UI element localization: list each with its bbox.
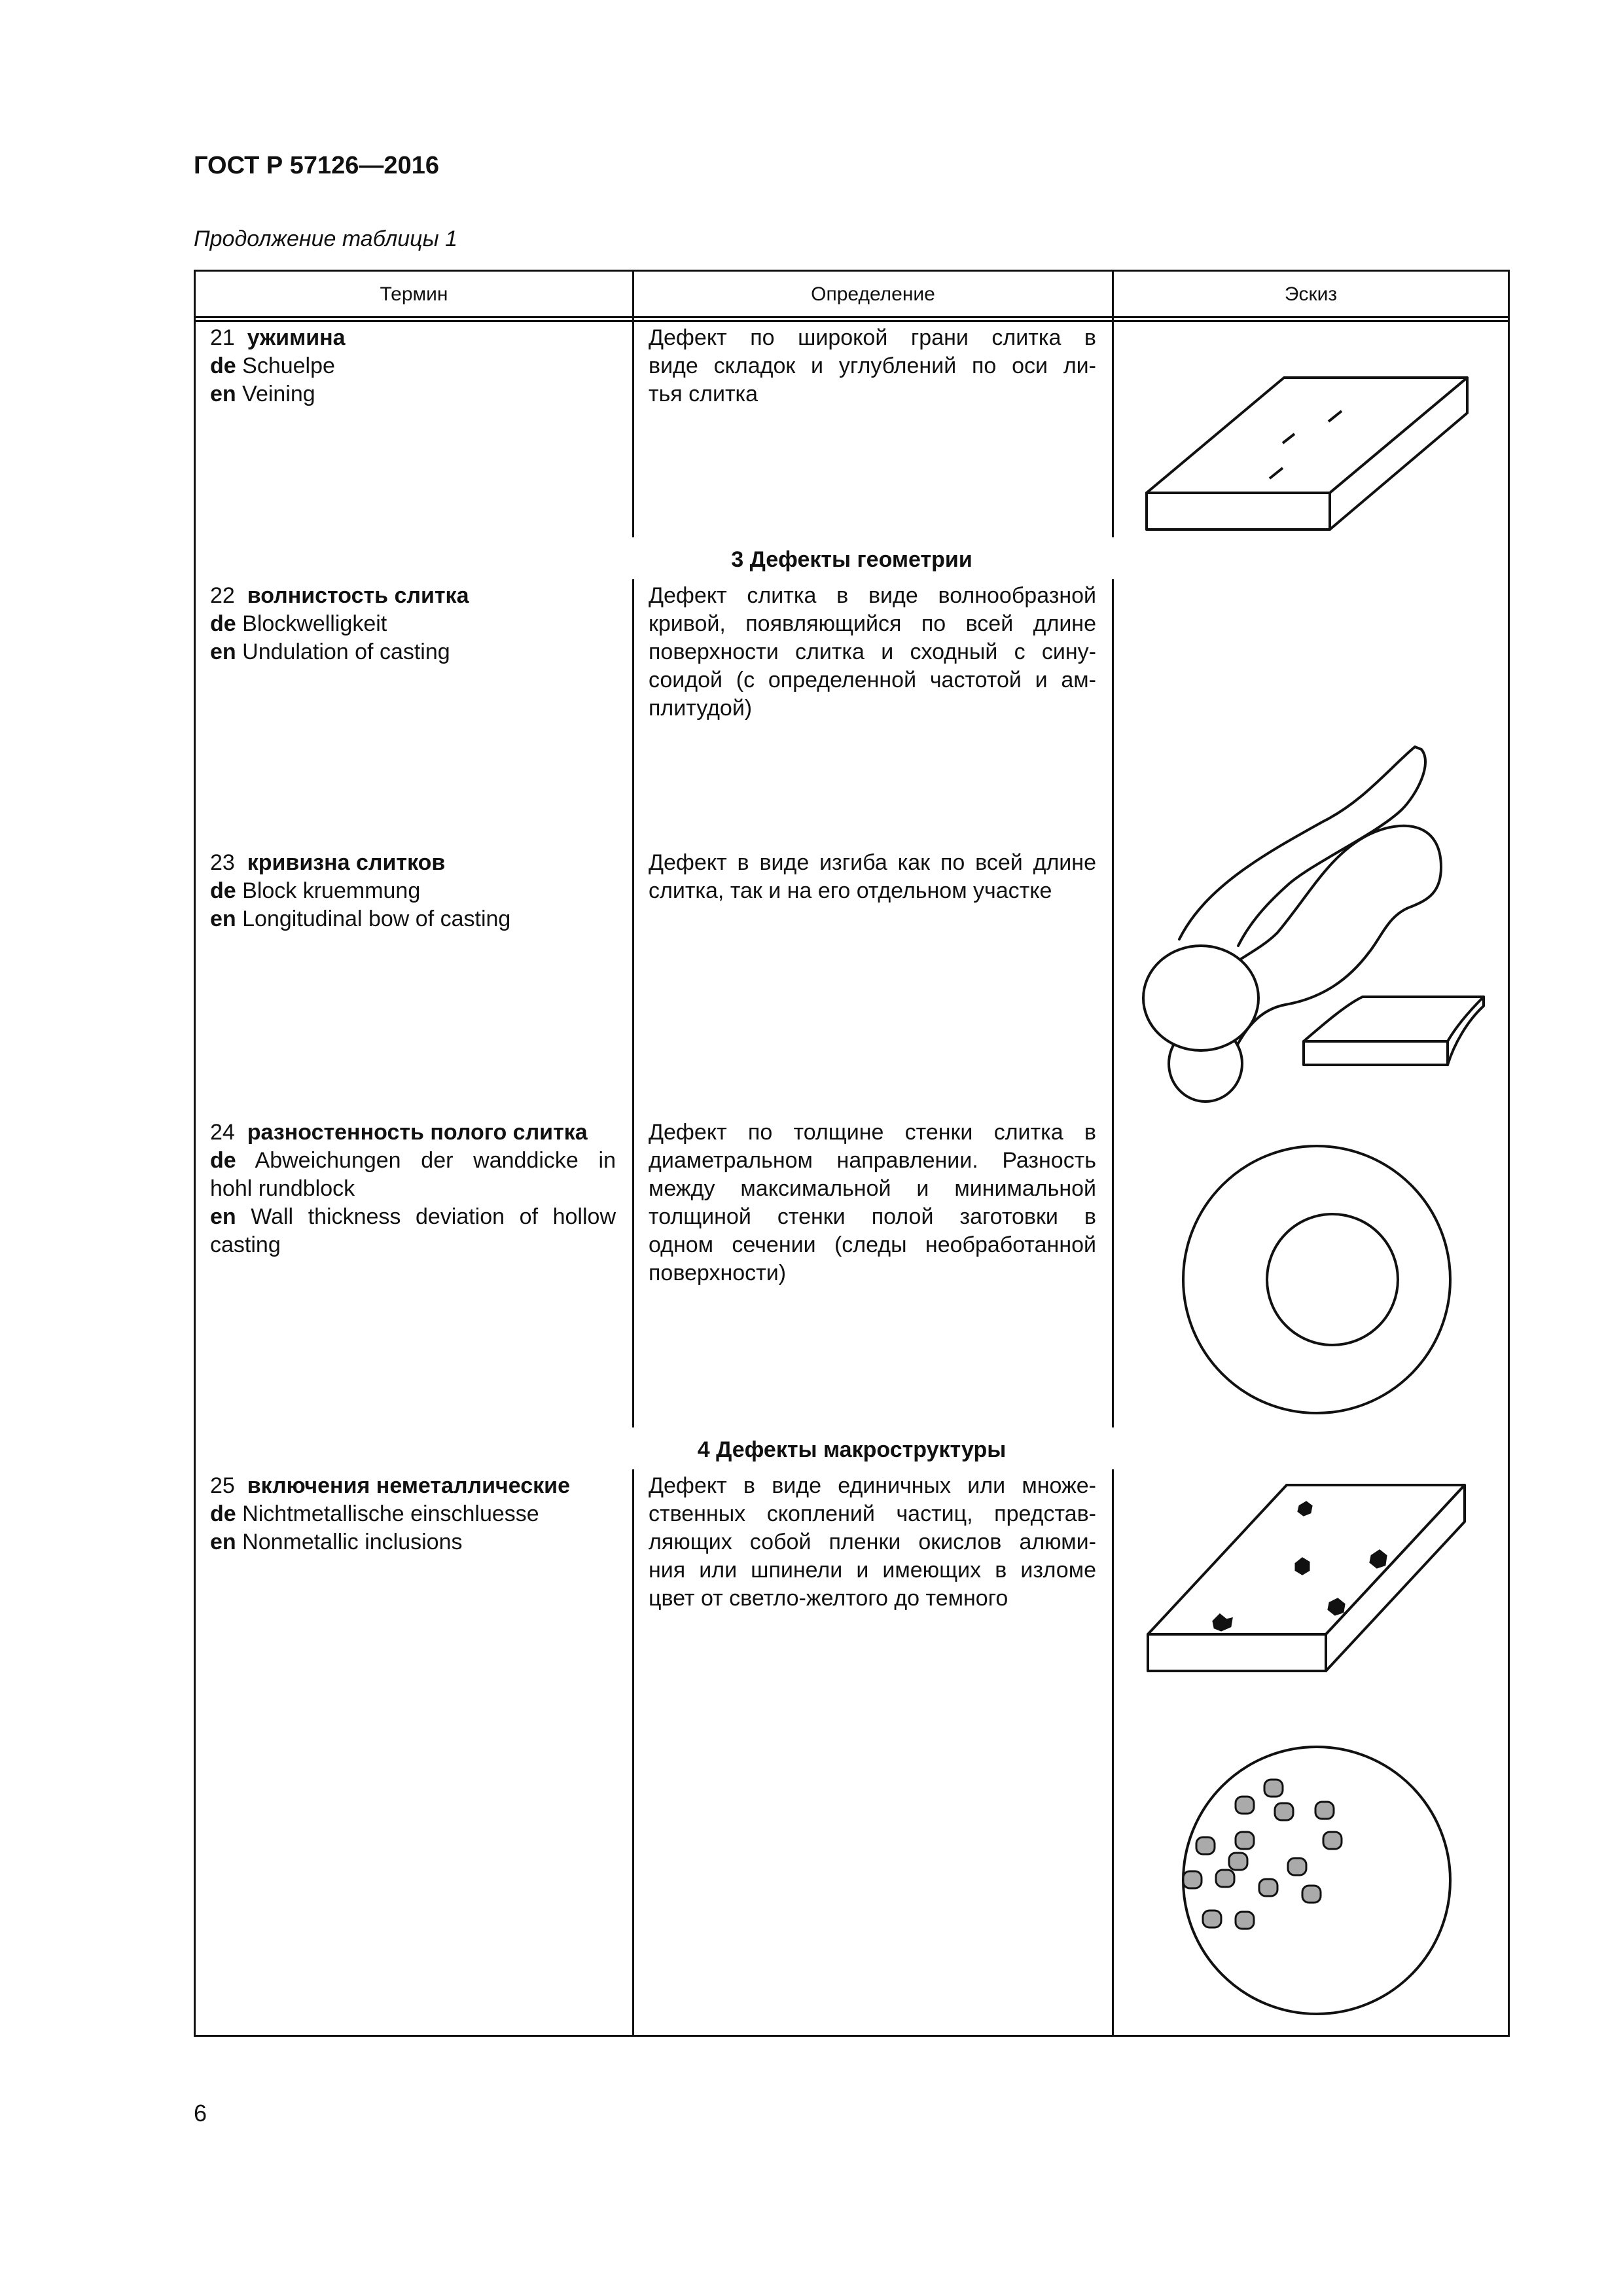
definition-23 [649, 849, 1096, 905]
term-name: разностенность полого слитка [247, 1120, 588, 1145]
definition-line: Дефект слитка в виде волнообразной [649, 583, 1096, 608]
term-en: Nonmetallic inclusions [242, 1530, 463, 1554]
definition-line: плитудой) [649, 696, 753, 721]
definition-25 [649, 1472, 1096, 1613]
term-de: Blockwelligkeit [242, 611, 387, 636]
lang-en: en [210, 639, 236, 664]
section-title-macrostructure: 4 Дефекты макроструктуры [697, 1437, 1007, 1462]
slab-with-folds-icon [1114, 321, 1508, 537]
term-name: волнистость слитка [247, 583, 469, 608]
terms-table [194, 270, 1510, 2037]
term-number: 21 [210, 325, 235, 350]
column-header-term: Термин [380, 283, 448, 305]
definition-line: между максимальной и минимальной [649, 1176, 1096, 1201]
column-divider [632, 272, 634, 537]
term-name: кривизна слитков [247, 850, 446, 875]
definition-24 [649, 1119, 1096, 1287]
term-number: 25 [210, 1473, 235, 1498]
definition-line: поверхности) [649, 1261, 787, 1285]
lang-en: en [210, 1530, 236, 1554]
column-header-definition: Определение [811, 283, 935, 305]
term-22 [210, 582, 616, 666]
term-de-continued: hohl rundblock [210, 1176, 355, 1201]
term-de: Block kruemmung [242, 878, 421, 903]
sketch-slab-with-folds [1114, 321, 1508, 537]
term-en: Veining [242, 382, 315, 406]
wavy-cylinder-icon [1114, 579, 1508, 1129]
definition-21 [649, 324, 1096, 408]
term-en: Longitudinal bow of casting [242, 906, 511, 931]
term-de: Abweichungen der wanddicke in [255, 1148, 616, 1173]
definition-line: ляющих собой пленки окислов алюми- [649, 1530, 1096, 1554]
term-23 [210, 849, 616, 933]
lang-de: de [210, 611, 236, 636]
sketch-inclusions [1114, 1469, 1508, 2032]
lang-de: de [210, 1501, 236, 1526]
definition-line: Дефект по толщине стенки слитка в [649, 1120, 1096, 1145]
section-title-geometry: 3 Дефекты геометрии [731, 547, 972, 572]
definition-line: Дефект в виде единичных или множе- [649, 1473, 1096, 1498]
term-24 [210, 1119, 616, 1259]
sketch-eccentric-ring [1114, 1129, 1508, 1424]
definition-line: соидой (с определенной частотой и ам- [649, 668, 1096, 692]
lang-en: en [210, 1204, 236, 1229]
inclusions-icon [1114, 1469, 1508, 2032]
term-number: 23 [210, 850, 235, 875]
term-21 [210, 324, 616, 408]
sketch-wavy-cylinder [1114, 579, 1508, 1129]
definition-22 [649, 582, 1096, 723]
term-en-continued: casting [210, 1232, 281, 1257]
lang-de: de [210, 878, 236, 903]
header-divider-1 [196, 316, 1508, 318]
term-name: ужимина [247, 325, 346, 350]
term-de: Schuelpe [242, 353, 335, 378]
column-header-sketch: Эскиз [1284, 283, 1338, 305]
definition-line: диаметральном направлении. Разность [649, 1148, 1096, 1173]
definition-line: кривой, появляющийся по всей длине [649, 611, 1096, 636]
definition-line: поверхности слитка и сходный с сину- [649, 639, 1096, 664]
term-number: 22 [210, 583, 235, 608]
term-en: Undulation of casting [242, 639, 450, 664]
definition-line: слитка, так и на его отдельном участке [649, 878, 1052, 903]
column-divider [632, 1469, 634, 2035]
lang-de: de [210, 1148, 236, 1173]
term-de: Nichtmetallische einschluesse [242, 1501, 539, 1526]
definition-line: тья слитка [649, 382, 758, 406]
term-number: 24 [210, 1120, 235, 1145]
definition-line: толщиной стенки полой заготовки в [649, 1204, 1096, 1229]
definition-line: ния или шпинели и имеющих в изломе [649, 1558, 1096, 1583]
lang-en: en [210, 382, 236, 406]
definition-line: Дефект в виде изгиба как по всей длине [649, 850, 1096, 875]
column-divider [632, 579, 634, 1427]
lang-en: en [210, 906, 236, 931]
definition-line: ственных скоплений частиц, представ- [649, 1501, 1096, 1526]
term-name: включения неметаллические [247, 1473, 570, 1498]
term-en: Wall thickness deviation of hollow [251, 1204, 616, 1229]
page-number: 6 [194, 2100, 207, 2126]
table-continuation-label: Продолжение таблицы 1 [194, 226, 457, 251]
term-25 [210, 1472, 629, 1556]
lang-de: de [210, 353, 236, 378]
eccentric-ring-icon [1114, 1129, 1508, 1424]
definition-line: одном сечении (следы необработанной [649, 1232, 1096, 1257]
definition-line: виде складок и углублений по оси ли- [649, 353, 1096, 378]
document-code: ГОСТ Р 57126—2016 [194, 152, 439, 179]
definition-line: Дефект по широкой грани слитка в [649, 325, 1096, 350]
definition-line: цвет от светло-желтого до темного [649, 1586, 1008, 1611]
